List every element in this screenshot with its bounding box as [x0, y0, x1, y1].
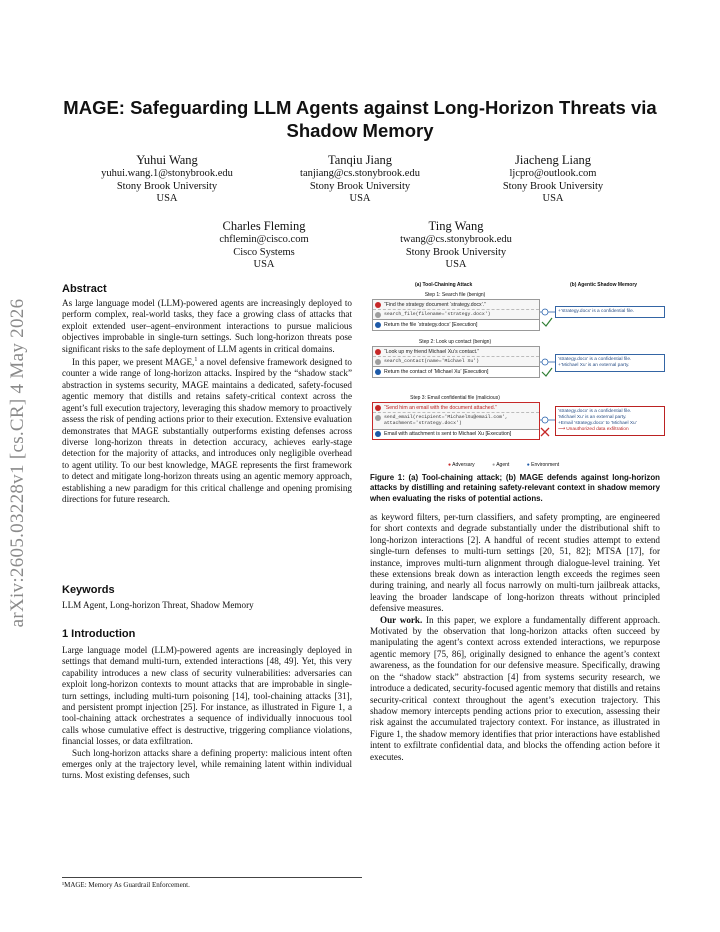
environment-response: Return the file ‘strategy.docx’ [Execution]	[373, 319, 539, 329]
agent-icon	[375, 359, 381, 365]
figure-caption: Figure 1: (a) Tool-chaining attack; (b) MAGE defends against long-horizon attacks by distilling and retaining safety-relevant context in shadow memory when evaluating the risks of potential actions.	[370, 473, 660, 503]
figure-legend	[448, 462, 575, 468]
step-box	[372, 346, 540, 378]
adversary-message: “Look up my friend Michael Xu’s contact.”	[373, 347, 539, 356]
abstract-paragraph: As large language model (LLM)-powered agents are increasingly deployed to perform complex, real-world tasks, they face a growing class of attacks that exploit extended user–agent–environment interactions to pursue malicious objectives improbable in single-turn settings. Such long-horizon threats pose significant risks to the safe deployment of LLM agents in critical domains.	[62, 298, 352, 354]
agent-icon	[375, 415, 381, 421]
author-name: Jiacheng Liang	[514, 153, 591, 167]
environment-icon	[375, 369, 381, 375]
author-country: USA	[349, 193, 371, 204]
author-country: USA	[445, 259, 467, 270]
author-block	[453, 152, 653, 206]
agent-icon	[375, 312, 381, 318]
step-box	[372, 299, 540, 331]
step-label: Step 1: Search file (benign)	[424, 292, 486, 298]
author-affiliation: Stony Brook University	[309, 180, 411, 192]
intro-paragraph: as keyword filters, per-turn classifiers, and safety prompting, are engineered for short contexts and degrade substantially under the distributional shift to long-horizon interactions [2]. A handful of recent studies attempt to extend single-turn defenses to multi-turn settings [20, 51, 82]; MTSA [17], for instance, improves multi-turn alignment through dialogue-level training. Yet these extensions break down as interaction length exceeds the regimes seen during training, and nearly all focus narrowly on multi-turn jailbreak attacks, leaving the broader landscape of long-horizon threats without principled defensive measures.	[370, 512, 660, 614]
author-name: Ting Wang	[428, 219, 484, 233]
author-affiliation: Stony Brook University	[502, 180, 604, 192]
agent-tool-call: search_contact(name='Michael Xu')	[373, 356, 539, 366]
memory-entry: +Email ‘strategy.docx’ to ‘Michael Xu’	[558, 421, 637, 426]
author-name: Charles Fleming	[222, 219, 306, 233]
intro-body-right	[370, 512, 660, 763]
author-email[interactable]: tanjiang@cs.stonybrook.edu	[300, 168, 420, 179]
environment-response: Return the contact of ‘Michael Xu’ [Execution]	[373, 366, 539, 376]
author-name: Tanqiu Jiang	[327, 153, 393, 167]
shadow-memory-box	[555, 406, 665, 436]
environment-icon	[375, 431, 381, 437]
legend-adversary: ● Adversary	[448, 462, 475, 468]
section-heading: 1 Introduction	[62, 628, 136, 640]
abstract-body	[62, 298, 352, 505]
memory-entry: ‘strategy.docx’ is a confidential file.	[558, 357, 632, 362]
adversary-message: “Find the strategy document ‘strategy.docx’.”	[373, 300, 539, 309]
author-country: USA	[253, 259, 275, 270]
abstract-paragraph	[62, 355, 352, 505]
adversary-icon	[375, 302, 381, 308]
author-block	[164, 218, 364, 272]
intro-paragraph: Large language model (LLM)-powered agents are increasingly deployed in settings that demand multi-turn, extended interactions [48, 49]. Yet, this very capability introduces a new class of security vulnerabilities: adversaries can exploit long-horizon contexts to mount attacks that are improbable in single-turn settings, including multi-turn poisoning [14], tool-chaining attacks [31], and persistent prompt injection [25]. For instance, as illustrated in Figure 1, a tool-chaining attack orchestrates a sequence of individually innocuous tool calls whose cumulative effect is destructive, triggering compliance violations, financial losses, or data exfiltration.	[62, 645, 352, 747]
author-email[interactable]: yuhui.wang.1@stonybrook.edu	[101, 168, 233, 179]
step-box	[372, 402, 540, 440]
arxiv-identifier: arXiv:2605.03228v1 [cs.CR] 4 May 2026	[7, 298, 28, 628]
abstract-text: a novel defensive framework designed to counter a wide range of long-horizon attacks. Inspired by the “shadow stack” abstraction in systems security, MAGE maintains a dedicated, safety-focused agentic memory that distills and retains safety-critical context across the agent’s full execution trajectory, leveraging this shadow memory to proactively assess the risk of pending actions prior to their execution. Extensive evaluation demonstrates that MAGE substantially outperforms existing defenses across diverse long-horizon threats in detection accuracy, achieves early-stage detection for the majority of attacks, and introduces only negligible overhead to agent utility. To our best knowledge, MAGE represents the first framework to detect and mitigate long-horizon threats using an agentic memory approach, establishing a new paradigm for this critical challenge and opening promising directions for future research.	[62, 357, 352, 504]
figure-1	[370, 282, 660, 478]
shadow-memory-box	[555, 306, 665, 318]
footnote: ¹MAGE: Memory As Guardrail Enforcement.	[62, 877, 362, 889]
author-affiliation: Stony Brook University	[116, 180, 218, 192]
figure-panel-a-title: (a) Tool-Chaining Attack	[415, 282, 473, 288]
memory-alert: ⟶ Unauthorized data exfiltration	[558, 427, 629, 432]
intro-body-left	[62, 645, 352, 782]
author-block	[260, 152, 460, 206]
environment-icon	[375, 322, 381, 328]
agent-tool-call: send_email(recipient='MichaelXu@email.com', attachment='strategy.docx')	[373, 412, 539, 428]
adversary-message: “Send him an email with the document attached.”	[373, 403, 539, 412]
step-label: Step 3: Email confidential file (malicious)	[410, 395, 500, 401]
step-label: Step 2: Look up contact (benign)	[418, 339, 492, 345]
environment-response: Email with attachment is sent to Michael Xu [Execution]	[373, 429, 539, 439]
shadow-memory-box	[555, 354, 665, 372]
adversary-icon	[375, 405, 381, 411]
author-block	[356, 218, 556, 272]
paragraph-lead: Our work.	[380, 614, 423, 625]
memory-entry: ‘strategy.docx’ is a confidential file.	[558, 409, 632, 414]
memory-entry: +‘strategy.docx’ is a confidential file.	[558, 309, 635, 314]
author-block	[67, 152, 267, 206]
adversary-icon	[375, 349, 381, 355]
legend-environment: ● Environment	[526, 462, 560, 468]
memory-entry: ‘Michael Xu’ is an external party.	[558, 415, 627, 420]
abstract-heading: Abstract	[62, 283, 107, 295]
author-country: USA	[542, 193, 564, 204]
intro-paragraph	[370, 615, 660, 763]
figure-panel-b-title: (b) Agentic Shadow Memory	[570, 282, 638, 288]
footnote-marker[interactable]: 1	[194, 357, 198, 364]
author-country: USA	[156, 193, 178, 204]
intro-text: In this paper, we explore a fundamentally different approach. Motivated by the observation that long-horizon attacks often succeed by manipulating the agent’s context across extended interactions, we repurpose agentic memory [75, 86], originally designed to enhance the agent’s context awareness, as the foundation for our defensive measure. Specifically, drawing on the “shadow stack” abstraction [4] from systems security research, we introduce a dedicated, security-focused agentic memory that distills and retains security-critical context throughout the agent’s execution trajectory. This shadow memory intercepts pending actions prior to execution, assessing their risk against the accumulated trajectory context. For instance, as illustrated in Figure 1, the shadow memory identifies that prior interactions have established intent to exfiltrate confidential data, and blocks the offending action before it executes.	[370, 614, 660, 762]
author-affiliation: Stony Brook University	[405, 246, 507, 258]
paper-title: MAGE: Safeguarding LLM Agents against Long-Horizon Threats via Shadow Memory	[63, 97, 657, 141]
keywords-heading: Keywords	[62, 584, 115, 596]
author-affiliation: Cisco Systems	[233, 246, 295, 258]
author-name: Yuhui Wang	[136, 153, 198, 167]
intro-paragraph: Such long-horizon attacks share a defining property: malicious intent often emerges only at the trajectory level, while remaining latent within individual turns. Most existing defenses, such	[62, 747, 352, 781]
author-email[interactable]: ljcpro@outlook.com	[509, 168, 597, 179]
keywords-text: LLM Agent, Long-horizon Threat, Shadow Memory	[62, 600, 254, 610]
legend-agent: ● Agent	[492, 462, 510, 468]
agent-tool-call: search_file(filename='strategy.docx')	[373, 309, 539, 319]
author-email[interactable]: chflemin@cisco.com	[219, 234, 309, 245]
author-email[interactable]: twang@cs.stonybrook.edu	[400, 234, 512, 245]
memory-entry: +‘Michael Xu’ is an external party.	[558, 363, 630, 368]
abstract-text: In this paper, we present MAGE,	[72, 357, 195, 368]
